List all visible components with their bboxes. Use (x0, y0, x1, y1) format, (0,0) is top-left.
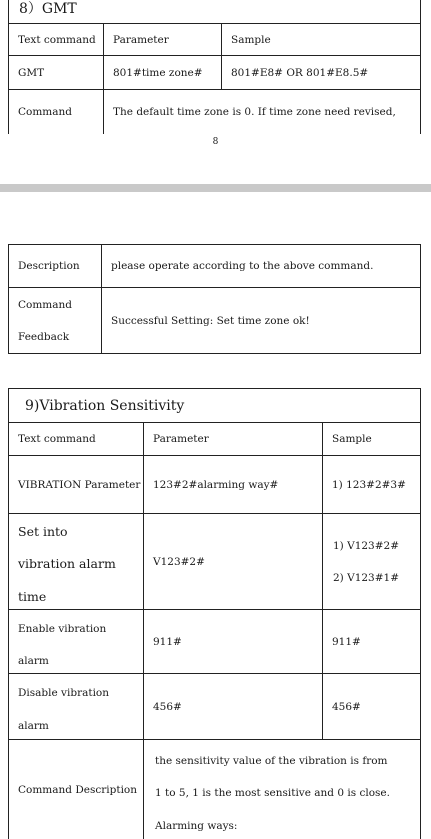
s8-command-label: Command (8, 90, 103, 134)
s9-row4-parameter: 456# (143, 674, 322, 740)
s9-row3-command-line1: Enable vibration (18, 623, 107, 635)
s9-description-line2: 1 to 5, 1 is the most sensitive and 0 is close. (155, 787, 390, 799)
section9-title-cell (8, 388, 421, 423)
s9-row2-sample-line2: 2) V123#1# (333, 572, 400, 584)
s9-row4-command-line1: Disable vibration (18, 687, 110, 699)
page-separator (0, 184, 431, 192)
s9-row2-sample-line1: 1) V123#2# (333, 540, 400, 552)
page-number: 8 (212, 137, 219, 147)
s9-description-label: Command Description (8, 740, 143, 839)
s9-row1-parameter: 123#2#alarming way# (143, 456, 322, 514)
s9-row3-sample: 911# (322, 610, 421, 674)
s9-header-text-command: Text command (8, 423, 143, 456)
s9-description-line3: Alarming ways: (155, 820, 238, 832)
section8-title-cell (8, 0, 421, 24)
s8-feedback-label-line1: Command (18, 299, 73, 311)
s9-row1-command: VIBRATION Parameter (8, 456, 143, 514)
s9-row3-command (8, 610, 143, 674)
s8-command-text: The default time zone is 0. If time zone need revised, (103, 90, 421, 134)
section8-table (8, 0, 421, 160)
s9-description-text (143, 740, 421, 839)
s9-row4-command (8, 674, 143, 740)
s8-feedback-text: Successful Setting: Set time zone ok! (101, 288, 421, 354)
s9-header-parameter: Parameter (143, 423, 322, 456)
s8-header-parameter: Parameter (103, 24, 221, 56)
section9-table (8, 388, 421, 839)
s9-row4-command-line2: alarm (18, 720, 49, 732)
s9-row2-command-line2: vibration alarm (18, 556, 116, 571)
s8-description-label: Description (8, 244, 101, 288)
s8-feedback-label-line2: Feedback (18, 331, 70, 343)
section8-cont-table (8, 244, 421, 354)
s9-header-sample: Sample (322, 423, 421, 456)
s8-header-text-command: Text command (8, 24, 103, 56)
s8-gmt-parameter: 801#time zone# (103, 56, 221, 90)
s8-description-text: please operate according to the above command. (101, 244, 421, 288)
s9-row3-parameter: 911# (143, 610, 322, 674)
s9-description-line1: the sensitivity value of the vibration is from (155, 755, 388, 767)
section8-title: 8）GMT (19, 1, 77, 17)
s8-feedback-label-cell (8, 288, 101, 354)
s8-gmt-command: GMT (8, 56, 103, 90)
s9-row2-parameter: V123#2# (143, 514, 322, 610)
s9-row4-sample: 456# (322, 674, 421, 740)
s9-row2-command-line1: Set into (18, 524, 68, 539)
s9-row2-command (8, 514, 143, 610)
s8-header-sample: Sample (221, 24, 421, 56)
s8-gmt-sample: 801#E8# OR 801#E8.5# (221, 56, 421, 90)
s9-row1-sample: 1) 123#2#3# (322, 456, 421, 514)
s9-row2-sample (322, 514, 421, 610)
section9-title: 9)Vibration Sensitivity (25, 398, 185, 414)
s9-row2-command-line3: time (18, 589, 47, 604)
s9-row3-command-line2: alarm (18, 655, 49, 667)
